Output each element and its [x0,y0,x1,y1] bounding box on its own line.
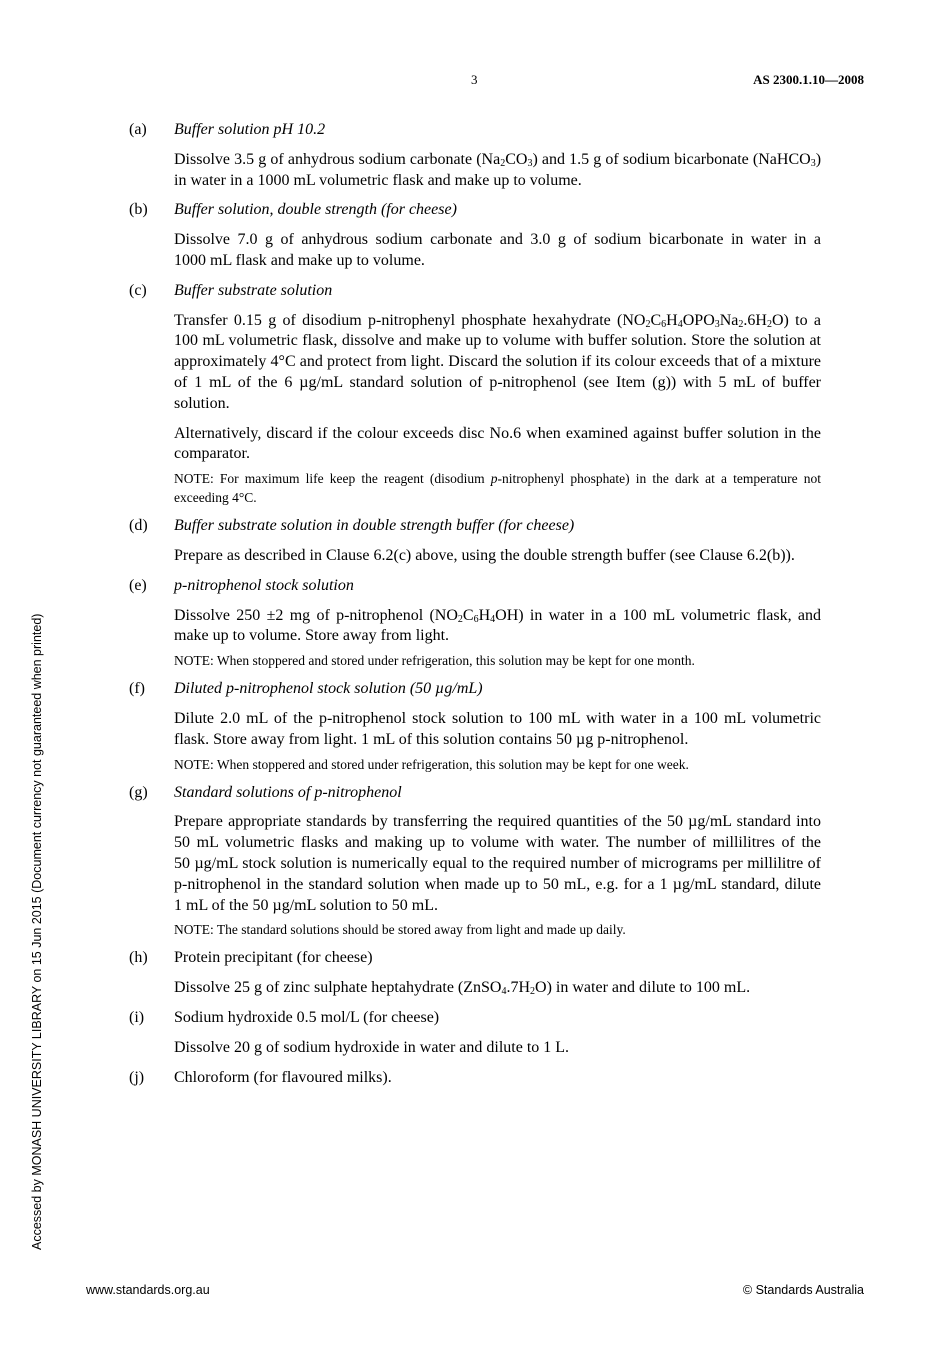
page-number: 3 [471,72,478,87]
item-label: (e) [129,576,147,594]
item-title: Standard solutions of p-nitrophenol [174,783,402,801]
item-label: (a) [129,121,147,138]
item-title: Diluted p-nitrophenol stock solution (50 µg/mL) [174,680,483,698]
item-g [129,783,821,940]
item-paragraph: Dissolve 3.5 g of anhydrous sodium carbonate $(Na_2CO_3)$ and 1.5 g of sodium bicarbonate (NaHCO$_3$) in water in a 1000 mL volumetric flask and make up to volume. [174,150,822,189]
document-body [129,120,821,1097]
item-label: (i) [129,1008,145,1026]
item-paragraph: Dissolve 25 g of zinc sulphate heptahydrate $(ZnSO_4.7H_2O)$ in water and dilute to 100 mL. [174,979,751,998]
item-title: Protein precipitant (for cheese) [174,949,373,967]
standard-id: AS 2300.1.10—2008 [753,72,864,87]
item-h [129,948,821,999]
item-paragraph: Transfer 0.15 g of disodium p-nitrophenyl phosphate hexahydrate $(NO_2C_6H_4OPO_3Na_2.6H_2O)$ to a 100 mL volumetric flask, dissolve and make up to volume with buffer solution. Store the solution at approximately 4°C and protect from light. Discard the solution if its colour exceeds that of a mixture of 1 mL of the 6 µg/mL standard solution of p-nitrophenol (see Item (g)) with 5 mL of buffer solution. [174,311,821,412]
item-label: (g) [129,783,148,801]
item-label: (d) [129,517,148,535]
item-label: (f) [129,680,145,698]
item-paragraph: Dissolve 7.0 g of anhydrous sodium carbonate and 3.0 g of sodium bicarbonate in water in a 1000 mL flask and make up to volume. [174,231,821,269]
item-i [129,1008,821,1059]
item-a [129,120,821,191]
item-label: (j) [129,1068,145,1086]
item-label: (h) [129,949,148,967]
item-title: p-nitrophenol stock solution [174,576,354,594]
item-title: Buffer solution, double strength (for cheese) [174,201,457,219]
footer-copyright: © Standards Australia [742,1283,864,1297]
item-title: Buffer solution pH 10.2 [174,121,326,138]
item-b [129,200,821,271]
item-note: NOTE: When stoppered and stored under refrigeration, this solution may be kept for one week. [174,756,689,772]
item-d [129,516,821,567]
item-title: Buffer substrate solution in double strength buffer (for cheese) [174,517,575,535]
item-paragraph: Alternatively, discard if the colour exceeds disc No.6 when examined against buffer solution in the comparator. [174,424,821,463]
item-paragraph: Prepare appropriate standards by transferring the required quantities of the 50 µg/mL standard into 50 mL volumetric flasks and making up to volume with water. The number of millilitres of the 50 µg/mL stock solution is numerically equal to the required number of micrograms per millilitre of p-nitrophenol in the standard solution when made up to 50 mL, e.g. for a 1 µg/mL standard, dilute 1 mL of the 50 µg/mL solution to 50 mL. [174,813,821,914]
item-note: NOTE: When stoppered and stored under refrigeration, this solution may be kept for one month. [174,653,695,669]
item-title: Sodium hydroxide 0.5 mol/L (for cheese) [174,1008,440,1026]
item-paragraph: Dissolve 20 g of sodium hydroxide in water and dilute to 1 L. [174,1038,570,1056]
item-note: NOTE: The standard solutions should be stored away from light and made up daily. [174,922,626,938]
item-label: (c) [129,281,147,299]
item-label: (b) [129,201,148,219]
item-j [129,1068,821,1089]
item-paragraph: Prepare as described in Clause 6.2(c) above, using the double strength buffer (see Clause 6.2(b)). [174,546,795,564]
item-paragraph: Dilute 2.0 mL of the p-nitrophenol stock solution to 100 mL with water in a 100 mL volumetric flask. Store away from light. 1 mL of this solution contains 50 µg p-nitrophenol. [174,709,821,748]
item-title: Chloroform (for flavoured milks). [174,1068,392,1086]
item-c [129,281,821,507]
item-title: Buffer substrate solution [174,281,333,299]
item-note: NOTE: For maximum life keep the reagent (disodium p-nitrophenyl phosphate) in the dark at a temperature not exceeding 4°C. [174,471,821,506]
item-f [129,679,821,773]
item-e [129,576,821,670]
access-watermark: Accessed by MONASH UNIVERSITY LIBRARY on 15 Jun 2015 (Document currency not guaranteed when printed) [30,613,44,1250]
item-paragraph: Dissolve 250 ±2 mg of p-nitrophenol $(NO_2C_6H_4OH)$ in water in a 100 mL volumetric flask, and make up to volume. Store away from light. [174,606,821,645]
footer-website: www.standards.org.au [86,1283,210,1297]
